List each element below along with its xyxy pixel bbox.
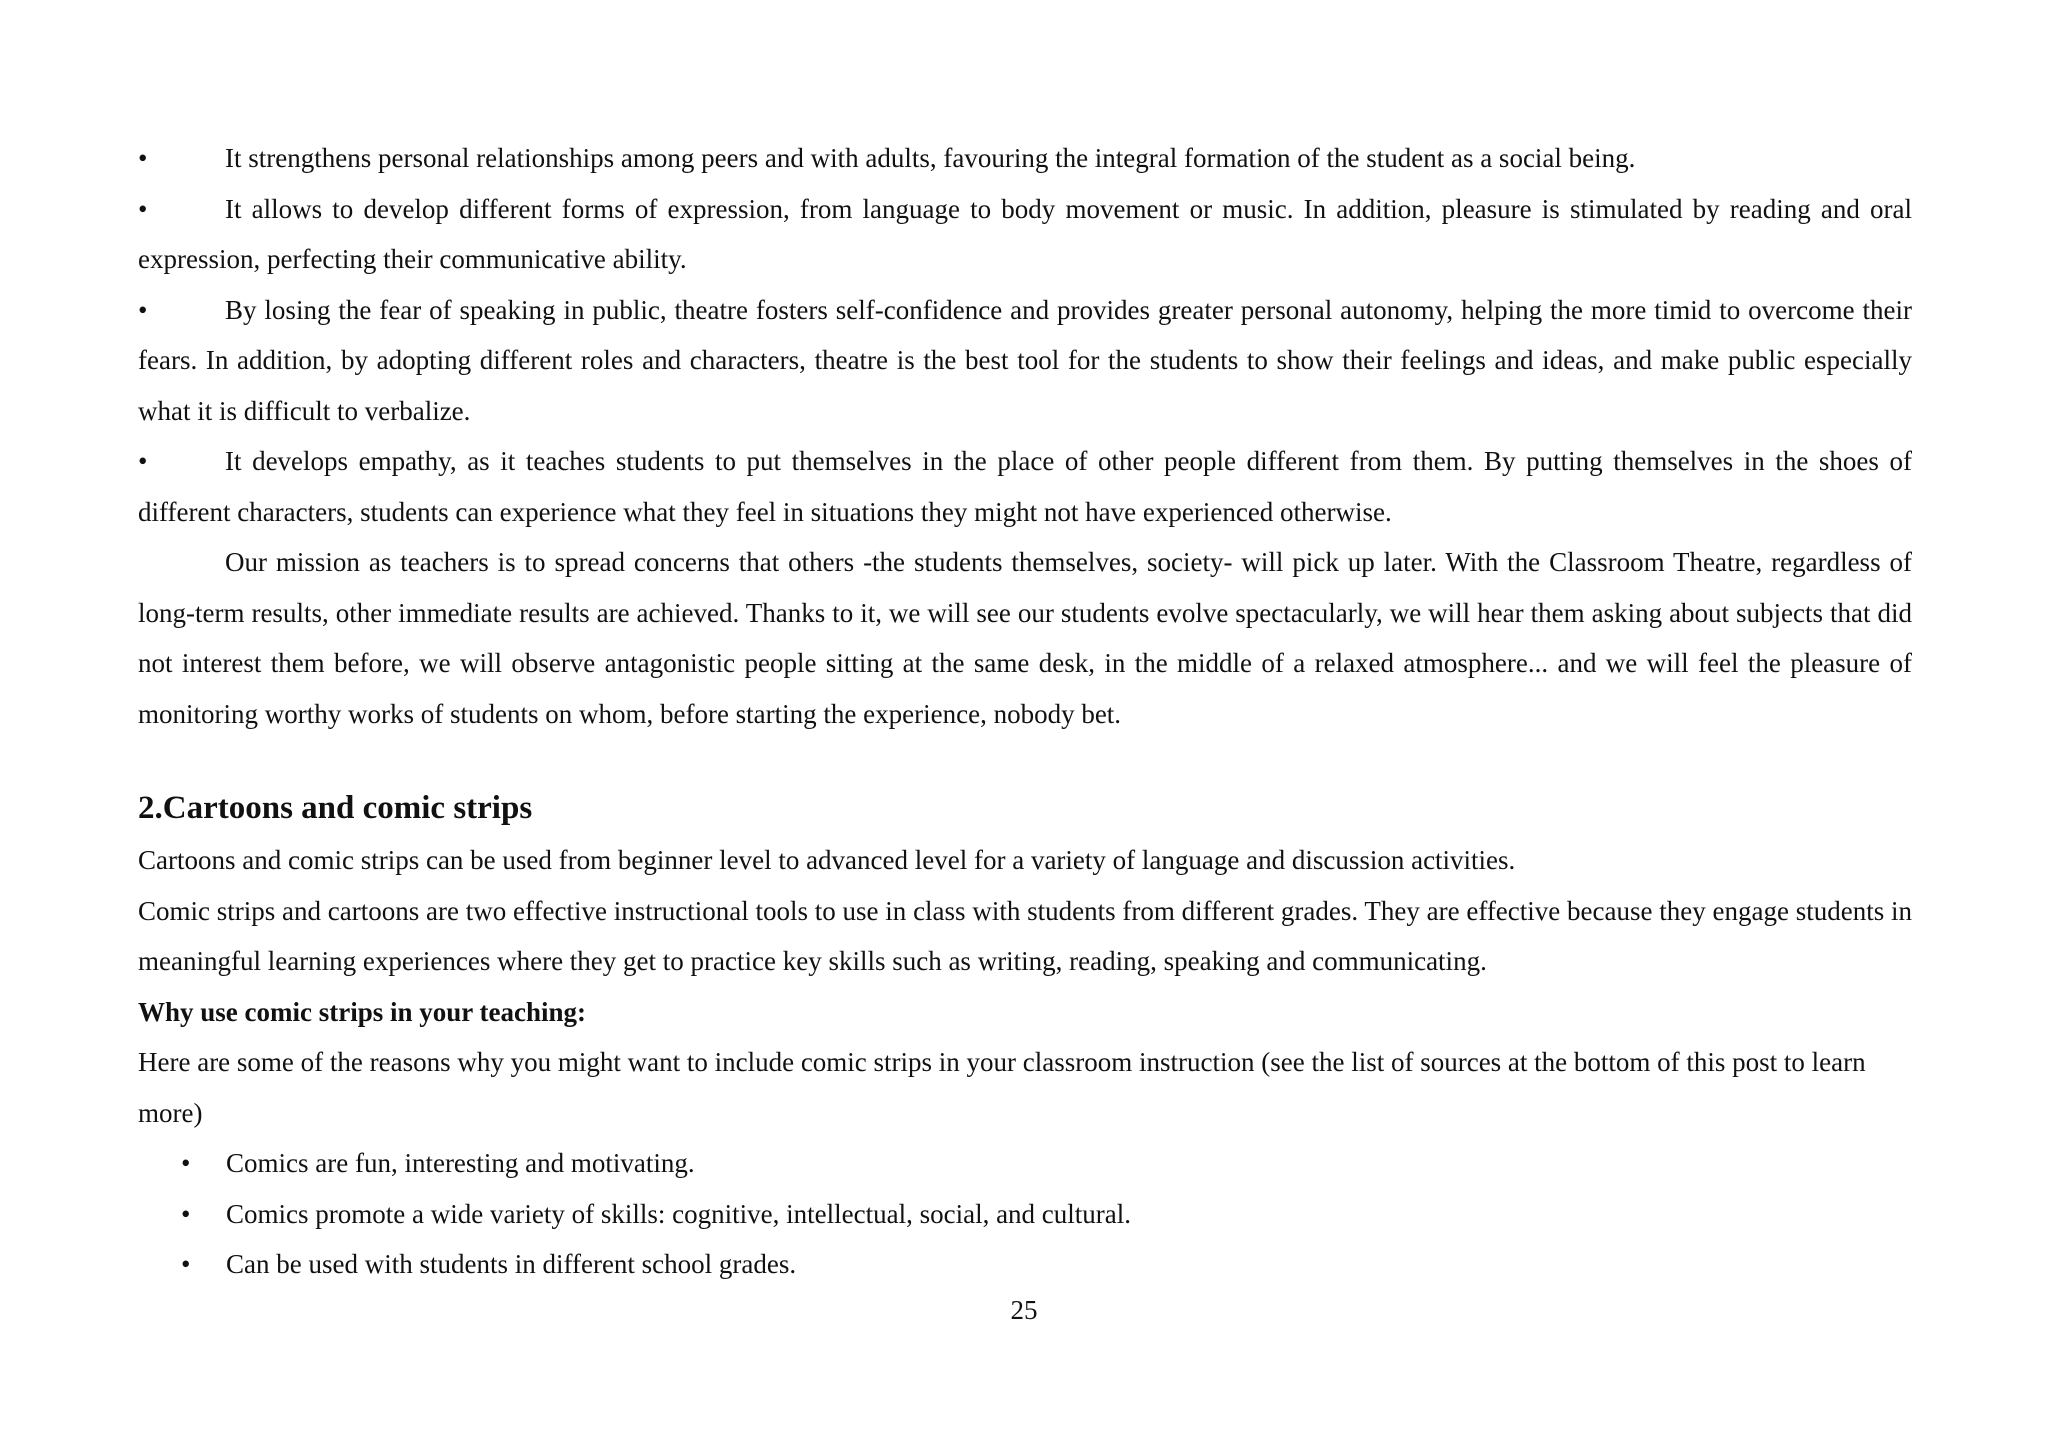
page-body xyxy=(138,133,1912,1290)
bullet-paragraph xyxy=(138,285,1912,437)
list-item-text: Comics promote a wide variety of skills: cognitive, intellectual, social, and cultural. xyxy=(226,1198,1132,1229)
bullet-text: It allows to develop different forms of expression, from language to body movement or music. In addition, pleasure is stimulated by reading and oral expression, perfecting their communicative ability. xyxy=(138,193,1912,274)
page-number: 25 xyxy=(1010,1295,1038,1325)
bullet-text: It strengthens personal relationships among peers and with adults, favouring the integral formation of the student as a social being. xyxy=(225,143,1636,173)
mission-paragraph: Our mission as teachers is to spread concerns that others -the students themselves, society- will pick up later. With the Classroom Theatre, regardless of long-term results, other immediate results are achieved. Thanks to it, we will see our students evolve spectacularly, we will hear them asking about subjects that did not interest them before, we will observe antagonistic people sitting at the same desk, in the middle of a relaxed atmosphere... and we will feel the pleasure of monitoring worthy works of students on whom, before starting the experience, nobody bet. xyxy=(138,547,1912,729)
list-item-text: Can be used with students in different school grades. xyxy=(226,1249,797,1279)
bullet-text: It develops empathy, as it teaches students to put themselves in the place of other people different from them. By putting themselves in the shoes of different characters, students can experience what they feel in situations they might not have experienced otherwise. xyxy=(138,446,1912,527)
bullet-icon: • xyxy=(138,193,148,224)
bullet-icon: • xyxy=(138,143,148,173)
section-effectiveness-paragraph: Comic strips and cartoons are two effective instructional tools to use in class with students from different grades. They are effective because they engage students in meaningful learning experiences where they get to practice key skills such as writing, reading, speaking and communicating. xyxy=(138,895,1912,976)
list-item xyxy=(138,1138,1912,1189)
list-item xyxy=(138,1189,1912,1240)
subheading: Why use comic strips in your teaching: xyxy=(138,996,587,1027)
bullet-dot-icon: • xyxy=(181,1249,191,1279)
bullet-dot-icon: • xyxy=(181,1198,191,1229)
list-item xyxy=(138,1239,1912,1290)
bullet-icon: • xyxy=(138,446,148,476)
bullet-icon: • xyxy=(138,294,148,325)
list-item-text: Comics are fun, interesting and motivating. xyxy=(226,1148,695,1178)
reasons-intro-paragraph: Here are some of the reasons why you might want to include comic strips in your classroom instruction (see the list of sources at the bottom of this post to learn more) xyxy=(138,1047,1866,1128)
bullet-text: By losing the fear of speaking in public, theatre fosters self-confidence and provides greater personal autonomy, helping the more timid to overcome their fears. In addition, by adopting different roles and characters, theatre is the best tool for the students to show their feelings and ideas, and make public especially what it is difficult to verbalize. xyxy=(138,294,1912,426)
section-intro-paragraph: Cartoons and comic strips can be used from beginner level to advanced level for a variety of language and discussion activities. xyxy=(138,845,1516,875)
bullet-paragraph xyxy=(138,184,1912,285)
bullet-paragraph xyxy=(138,436,1912,537)
reasons-list xyxy=(138,1138,1912,1290)
bullet-dot-icon: • xyxy=(181,1148,191,1178)
section-title: 2.Cartoons and comic strips xyxy=(138,790,533,826)
bullet-paragraph xyxy=(138,133,1912,184)
